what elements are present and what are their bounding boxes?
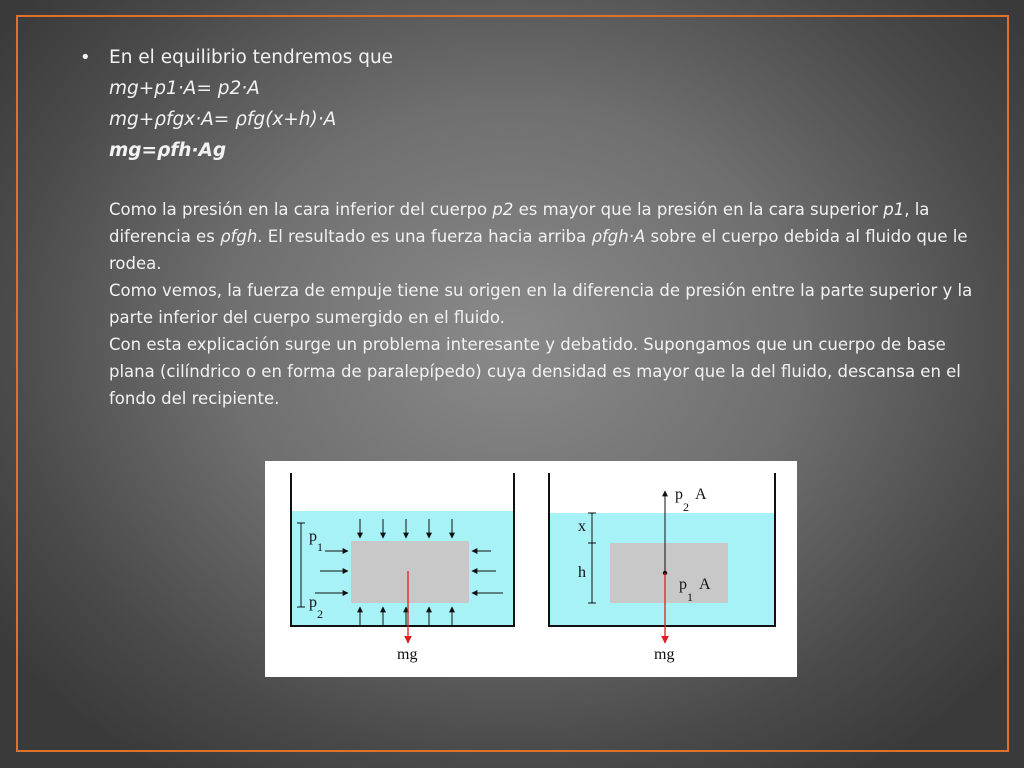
left-p1-label: p — [309, 528, 317, 545]
bullet-item — [80, 42, 980, 412]
right-p1-label: p — [679, 576, 687, 593]
slide-content — [80, 42, 980, 412]
equilibrium-intro: En el equilibrio tendremos que — [109, 47, 394, 68]
equation-3: mg=ρfh·Ag — [109, 140, 227, 161]
bullet-dot-icon: • — [80, 47, 91, 68]
para1-p1: p1 — [883, 200, 905, 219]
para1-rfghA: ρfgh·A — [591, 227, 646, 246]
para1-text-2: es mayor que la presión en la cara superior — [513, 200, 884, 219]
right-x-label: x — [578, 518, 586, 535]
para1-rfgh: ρfgh — [220, 227, 258, 246]
buoyancy-figure — [265, 461, 797, 677]
right-p2-sub: 2 — [683, 500, 689, 514]
right-A-bottom: A — [699, 576, 711, 593]
right-mg-label: mg — [654, 646, 675, 663]
left-mg-label: mg — [397, 646, 418, 663]
para1-text-3: , la diferencia es — [109, 200, 930, 246]
paragraph-buoyancy-origin: Como vemos, la fuerza de empuje tiene su origen en la diferencia de presión entre la parte superior y la parte inferior del cuerpo sumergido en el fluido. — [109, 281, 973, 327]
equation-2: mg+ρfgx·A= ρfg(x+h)·A — [109, 109, 337, 130]
paragraph-pressure-difference — [109, 196, 980, 277]
left-p2-sub: 2 — [317, 607, 323, 621]
left-container — [291, 473, 514, 663]
left-submerged-body — [351, 541, 469, 603]
right-p1-sub: 1 — [687, 590, 693, 604]
para1-text-5: sobre el cuerpo debida al fluido que le rodea. — [109, 227, 968, 273]
right-container — [549, 473, 775, 663]
para1-p2: p2 — [492, 200, 514, 219]
left-p1-sub: 1 — [317, 540, 323, 554]
right-p2-label: p — [675, 486, 683, 503]
right-submerged-body — [610, 543, 728, 603]
para1-text-1: Como la presión en la cara inferior del cuerpo — [109, 200, 493, 219]
equation-1: mg+p1·A= p2·A — [109, 78, 260, 99]
left-p2-label: p — [309, 594, 317, 611]
right-A-top: A — [695, 486, 707, 503]
equilibrium-block — [109, 42, 980, 412]
buoyancy-diagram — [265, 461, 797, 677]
para1-text-4: . El resultado es una fuerza hacia arriba — [257, 227, 592, 246]
right-h-label: h — [578, 564, 586, 581]
explanation-block — [109, 196, 980, 412]
paragraph-problem: Con esta explicación surge un problema interesante y debatido. Supongamos que un cuerpo de base plana (cilíndrico o en forma de paralepípedo) cuya densidad es mayor que la del fluido, descansa en el fondo del recipiente. — [109, 335, 961, 408]
